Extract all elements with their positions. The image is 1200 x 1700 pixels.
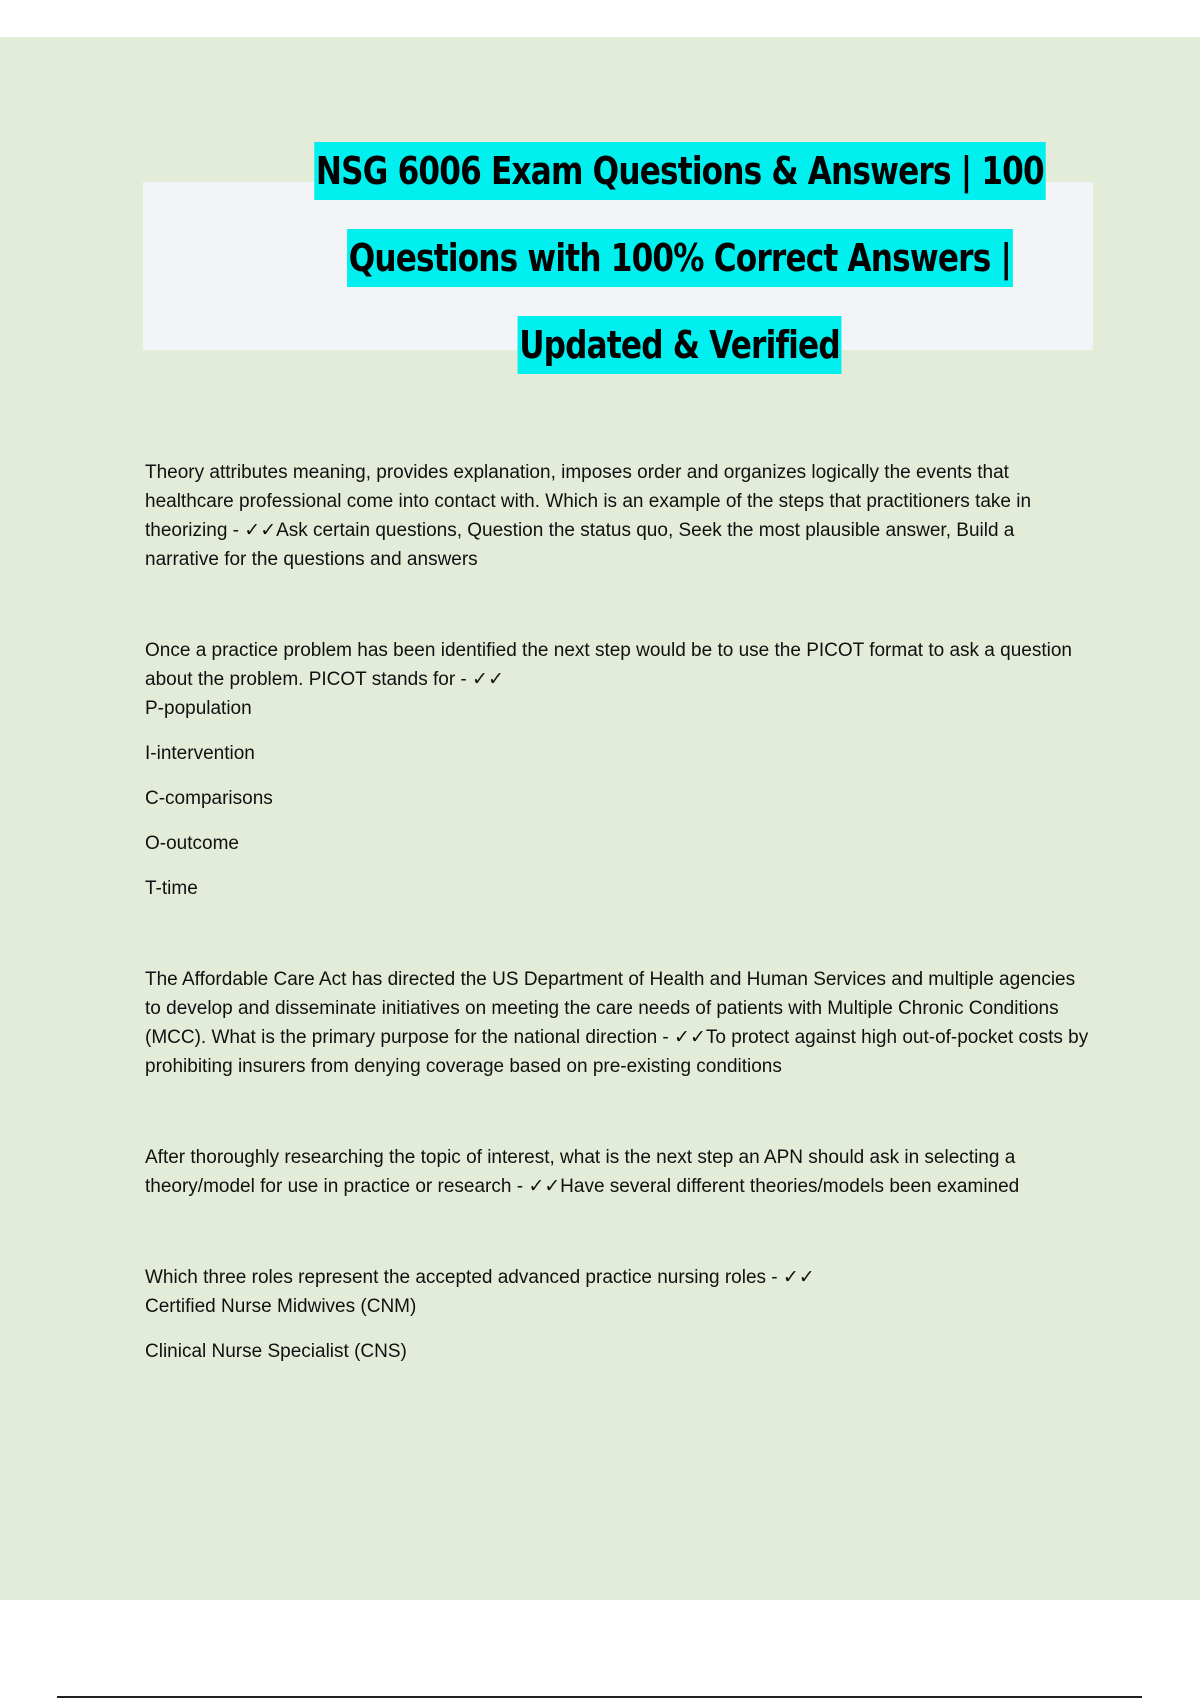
qa-item-theorizing: Theory attributes meaning, provides explanation, imposes order and organizes logically the events that healthcare professional come into contact with. Which is an example of the steps that practitioners take in theorizing - ✓✓Ask certain questions, Question the status quo, Seek the most plausible answer, Build a narrative for the questions and answers	[145, 462, 1032, 570]
qa-item-picot: Once a practice problem has been identified the next step would be to use the PICOT format to ask a question about the problem. PICOT stands for - ✓✓	[145, 640, 1072, 690]
list-item: I-intervention	[145, 743, 255, 764]
list-item: O-outcome	[145, 833, 239, 854]
title-line-3: Updated & Verified	[518, 316, 842, 374]
qa-item-affordable-care-act: The Affordable Care Act has directed the US Department of Health and Human Services and multiple agencies to develop and disseminate initiatives on meeting the care needs of patients with Multiple Chronic Conditions (MCC). What is the primary purpose for the national direction - ✓✓To protect against high out-of-pocket costs by prohibiting insurers from denying coverage based on pre-existing conditions	[145, 969, 1089, 1077]
list-item: Certified Nurse Midwives (CNM)	[145, 1296, 417, 1317]
title-line-1: NSG 6006 Exam Questions & Answers | 100	[314, 142, 1045, 200]
list-item: P-population	[145, 698, 252, 719]
footer-divider	[57, 1696, 1142, 1698]
title-line-2: Questions with 100% Correct Answers |	[347, 229, 1013, 287]
document-title	[300, 142, 1060, 403]
list-item: Clinical Nurse Specialist (CNS)	[145, 1341, 407, 1362]
list-item: T-time	[145, 878, 198, 899]
list-item: C-comparisons	[145, 788, 273, 809]
qa-item-theory-selection: After thoroughly researching the topic of interest, what is the next step an APN should ask in selecting a theory/model for use in practice or research - ✓✓Have several different theories/models been examined	[145, 1147, 1020, 1197]
qa-item-apn-roles: Which three roles represent the accepted advanced practice nursing roles - ✓✓	[145, 1267, 815, 1288]
qa-content	[145, 458, 1090, 1366]
